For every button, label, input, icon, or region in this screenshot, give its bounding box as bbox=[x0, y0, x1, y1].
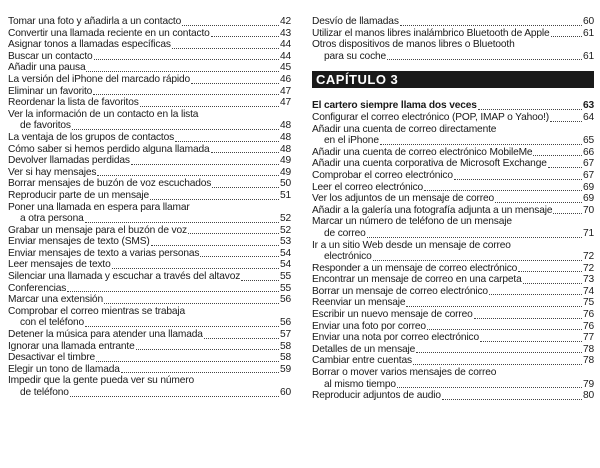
toc-entry-title: Borrar un mensaje de correo electrónico bbox=[312, 285, 488, 297]
toc-leader-dots bbox=[533, 155, 582, 156]
toc-entry bbox=[8, 144, 291, 156]
toc-entry-line bbox=[312, 367, 594, 379]
toc-leader-dots bbox=[397, 387, 582, 388]
toc-entry-line bbox=[312, 112, 594, 124]
toc-entry-line bbox=[312, 216, 594, 228]
toc-entry bbox=[312, 100, 594, 112]
toc-entry bbox=[8, 375, 291, 398]
toc-page-number: 59 bbox=[279, 363, 291, 375]
toc-entry-line bbox=[8, 387, 291, 399]
toc-entry-title: Cómo saber si hemos perdido alguna llamada bbox=[8, 143, 210, 155]
toc-entry-title: Devolver llamadas perdidas bbox=[8, 155, 130, 167]
toc-entry-title: La ventaja de los grupos de contactos bbox=[8, 131, 175, 143]
toc-entry bbox=[8, 132, 291, 144]
toc-entry-line bbox=[8, 248, 291, 260]
toc-leader-dots bbox=[548, 167, 582, 168]
toc-leader-dots bbox=[67, 291, 279, 292]
toc-leader-dots bbox=[121, 372, 279, 373]
toc-entry bbox=[8, 364, 291, 376]
toc-entry bbox=[312, 158, 594, 170]
toc-page-number: 72 bbox=[582, 251, 594, 263]
toc-entry-title: Comprobar el correo mientras se trabaja bbox=[8, 305, 186, 317]
toc-entry-title: de correo bbox=[324, 227, 366, 239]
toc-entry bbox=[8, 236, 291, 248]
toc-page-number: 44 bbox=[279, 39, 291, 51]
toc-leader-dots bbox=[70, 396, 279, 397]
toc-leader-dots bbox=[478, 109, 582, 110]
toc-entry-line bbox=[312, 100, 594, 112]
toc-entry-title: Detener la música para atender una llamada bbox=[8, 329, 203, 341]
toc-leader-dots bbox=[151, 245, 279, 246]
toc-entry-line bbox=[8, 62, 291, 74]
toc-entry-title: Enviar una foto por correo bbox=[312, 320, 426, 332]
toc-leader-dots bbox=[406, 306, 582, 307]
toc-entry-line bbox=[8, 259, 291, 271]
toc-entry-line bbox=[8, 283, 291, 295]
toc-entry-title: Cambiar entre cuentas bbox=[312, 355, 412, 367]
toc-entry-title: La versión del iPhone del marcado rápido bbox=[8, 73, 191, 85]
toc-leader-dots bbox=[480, 341, 582, 342]
toc-entry-title: Desactivar el timbre bbox=[8, 352, 96, 364]
toc-entry-title: Reproducir parte de un mensaje bbox=[8, 189, 150, 201]
toc-page-number: 72 bbox=[582, 262, 594, 274]
toc-leader-dots bbox=[204, 338, 279, 339]
toc-entry-title: Añadir una cuenta corporativa de Microsoft Exchange bbox=[312, 158, 547, 170]
toc-entry-line bbox=[8, 294, 291, 306]
toc-page-number: 61 bbox=[582, 50, 594, 62]
toc-entry-line bbox=[8, 28, 291, 40]
toc-entry bbox=[312, 16, 594, 28]
toc-entry-title: Ver los adjuntos de un mensaje de correo bbox=[312, 193, 495, 205]
toc-entry-line bbox=[8, 236, 291, 248]
toc-page-number: 78 bbox=[582, 343, 594, 355]
toc-entry-line bbox=[312, 228, 594, 240]
toc-entry-line bbox=[312, 135, 594, 147]
toc-entry-line bbox=[312, 263, 594, 275]
toc-entry-line bbox=[312, 240, 594, 252]
toc-page-number: 73 bbox=[582, 274, 594, 286]
toc-page-number: 76 bbox=[582, 309, 594, 321]
toc-entry bbox=[8, 86, 291, 98]
toc-entry-line bbox=[312, 332, 594, 344]
toc-entry-title: Comprobar el correo electrónico bbox=[312, 169, 453, 181]
toc-entry-line bbox=[8, 213, 291, 225]
toc-entry-title: Borrar mensajes de buzón de voz escuchados bbox=[8, 178, 212, 190]
toc-entry-line bbox=[8, 317, 291, 329]
toc-leader-dots bbox=[131, 164, 279, 165]
toc-leader-dots bbox=[416, 352, 582, 353]
toc-entry-title: electrónico bbox=[324, 251, 372, 263]
toc-leader-dots bbox=[523, 283, 582, 284]
toc-page-number: 63 bbox=[582, 100, 594, 112]
toc-entry-line bbox=[312, 147, 594, 159]
toc-entry-line bbox=[8, 364, 291, 376]
toc-entry-line bbox=[8, 86, 291, 98]
toc-leader-dots bbox=[474, 318, 582, 319]
toc-page-number: 79 bbox=[582, 378, 594, 390]
toc-entry bbox=[8, 225, 291, 237]
toc-entry-line bbox=[312, 51, 594, 63]
toc-entry-title: Impedir que la gente pueda ver su número bbox=[8, 375, 194, 387]
toc-page-number: 58 bbox=[279, 340, 291, 352]
toc-entry-line bbox=[8, 16, 291, 28]
toc-entry-title: Configurar el correo electrónico (POP, IMAP o Yahoo!) bbox=[312, 111, 550, 123]
toc-leader-dots bbox=[553, 213, 582, 214]
toc-entry-title: Poner una llamada en espera para llamar bbox=[8, 201, 190, 213]
toc-page-number: 75 bbox=[582, 297, 594, 309]
toc-page-number: 77 bbox=[582, 332, 594, 344]
toc-entry-title: Reenviar un mensaje bbox=[312, 297, 406, 309]
toc-entry bbox=[312, 297, 594, 309]
toc-page-number: 71 bbox=[582, 227, 594, 239]
toc-page-number: 44 bbox=[279, 50, 291, 62]
toc-entry bbox=[8, 294, 291, 306]
toc-entry bbox=[8, 167, 291, 179]
toc-page-number: 49 bbox=[279, 155, 291, 167]
toc-entry bbox=[8, 190, 291, 202]
toc-leader-dots bbox=[380, 144, 582, 145]
toc-entry-title: Tomar una foto y añadirla a un contacto bbox=[8, 16, 182, 27]
toc-page-number: 47 bbox=[279, 97, 291, 109]
toc-leader-dots bbox=[97, 175, 279, 176]
toc-entry-line bbox=[312, 344, 594, 356]
toc-entry-line bbox=[312, 309, 594, 321]
toc-entry bbox=[8, 28, 291, 40]
toc-entry bbox=[8, 109, 291, 132]
toc-leader-dots bbox=[85, 222, 279, 223]
toc-leader-dots bbox=[495, 202, 582, 203]
toc-entry-title: Otros dispositivos de manos libres o Bluetooth bbox=[312, 39, 515, 51]
toc-entry-line bbox=[312, 39, 594, 51]
toc-page-number: 56 bbox=[279, 317, 291, 329]
toc-entry-title: Utilizar el manos libres inalámbrico Bluetooth de Apple bbox=[312, 27, 550, 39]
toc-entry bbox=[8, 39, 291, 51]
toc-entry-line bbox=[312, 182, 594, 194]
toc-page-number: 80 bbox=[582, 390, 594, 402]
toc-entry-title: Elegir un tono de llamada bbox=[8, 363, 120, 375]
toc-entry bbox=[8, 202, 291, 225]
toc-page-number: 74 bbox=[582, 285, 594, 297]
toc-entry-title: a otra persona bbox=[20, 213, 84, 225]
toc-page-number: 52 bbox=[279, 213, 291, 225]
toc-entry bbox=[8, 306, 291, 329]
toc-leader-dots bbox=[150, 199, 279, 200]
toc-entry-title: Eliminar un favorito bbox=[8, 85, 93, 97]
toc-entry bbox=[312, 193, 594, 205]
toc-leader-dots bbox=[454, 179, 582, 180]
toc-entry-line bbox=[8, 190, 291, 202]
toc-entry bbox=[8, 178, 291, 190]
toc-entry-title: Convertir una llamada reciente en un contacto bbox=[8, 27, 210, 39]
toc-entry-line bbox=[8, 109, 291, 121]
toc-entry-title: Ir a un sitio Web desde un mensaje de correo bbox=[312, 239, 511, 251]
toc-entry-line bbox=[8, 341, 291, 353]
toc-page-number: 57 bbox=[279, 329, 291, 341]
toc-entry bbox=[312, 124, 594, 147]
toc-page-number: 56 bbox=[279, 294, 291, 306]
toc-right-top bbox=[312, 16, 594, 62]
toc-leader-dots bbox=[211, 152, 279, 153]
toc-entry bbox=[312, 112, 594, 124]
toc-entry bbox=[312, 182, 594, 194]
toc-entry-title: de teléfono bbox=[20, 387, 69, 398]
toc-leader-dots bbox=[85, 326, 279, 327]
toc-entry-line bbox=[8, 202, 291, 214]
toc-entry-title: Enviar mensajes de texto a varias personas bbox=[8, 247, 200, 259]
toc-page-number: 66 bbox=[582, 146, 594, 158]
toc-entry bbox=[312, 344, 594, 356]
toc-page-number: 45 bbox=[279, 62, 291, 74]
toc-entry-title: Ver si hay mensajes bbox=[8, 166, 97, 178]
toc-page-number: 69 bbox=[582, 193, 594, 205]
toc-entry bbox=[8, 62, 291, 74]
toc-entry bbox=[312, 170, 594, 182]
toc-entry-title: Ignorar una llamada entrante bbox=[8, 340, 135, 352]
toc-entry-line bbox=[312, 205, 594, 217]
toc-entry-title: Marcar una extensión bbox=[8, 294, 103, 306]
toc-page-number: 48 bbox=[279, 120, 291, 132]
toc-entry bbox=[8, 329, 291, 341]
toc-entry-line bbox=[8, 329, 291, 341]
toc-leader-dots bbox=[175, 141, 279, 142]
toc-entry bbox=[312, 205, 594, 217]
toc-entry bbox=[312, 390, 594, 402]
toc-page-number: 78 bbox=[582, 355, 594, 367]
toc-page-number: 54 bbox=[279, 259, 291, 271]
toc-entry-title: Añadir una cuenta de correo directamente bbox=[312, 123, 497, 135]
toc-entry-title: Grabar un mensaje para el buzón de voz bbox=[8, 224, 187, 236]
toc-entry-line bbox=[312, 355, 594, 367]
toc-page-number: 61 bbox=[582, 27, 594, 39]
toc-entry bbox=[8, 352, 291, 364]
toc-entry-line bbox=[8, 39, 291, 51]
toc-entry-line bbox=[8, 306, 291, 318]
toc-page-number: 60 bbox=[279, 387, 291, 398]
toc-right-column bbox=[312, 16, 594, 402]
toc-leader-dots bbox=[367, 237, 582, 238]
toc-left-column bbox=[8, 16, 291, 399]
toc-page-number: 54 bbox=[279, 247, 291, 259]
toc-page-number: 47 bbox=[279, 85, 291, 97]
toc-entry-line bbox=[8, 155, 291, 167]
toc-entry-line bbox=[312, 124, 594, 136]
toc-leader-dots bbox=[400, 25, 582, 26]
toc-entry bbox=[8, 51, 291, 63]
toc-entry bbox=[8, 248, 291, 260]
toc-leader-dots bbox=[188, 233, 279, 234]
toc-entry-title: Marcar un número de teléfono de un mensaje bbox=[312, 216, 512, 228]
toc-entry-line bbox=[312, 170, 594, 182]
toc-entry-title: para su coche bbox=[324, 50, 387, 62]
toc-leader-dots bbox=[86, 71, 278, 72]
toc-entry bbox=[312, 309, 594, 321]
toc-entry bbox=[8, 155, 291, 167]
toc-leader-dots bbox=[551, 36, 582, 37]
toc-entry bbox=[312, 367, 594, 390]
toc-entry-title: Encontrar un mensaje de correo en una carpeta bbox=[312, 274, 522, 286]
toc-right-bottom bbox=[312, 100, 594, 401]
toc-entry-title: Escribir un nuevo mensaje de correo bbox=[312, 309, 473, 321]
toc-page-number: 65 bbox=[582, 135, 594, 147]
toc-entry-title: Conferencias bbox=[8, 282, 67, 294]
toc-leader-dots bbox=[413, 364, 582, 365]
toc-entry-line bbox=[312, 286, 594, 298]
toc-leader-dots bbox=[550, 121, 582, 122]
toc-page-number: 46 bbox=[279, 73, 291, 85]
toc-entry-title: al mismo tiempo bbox=[324, 378, 396, 390]
toc-leader-dots bbox=[172, 48, 279, 49]
toc-leader-dots bbox=[191, 83, 279, 84]
toc-entry-title: Desvío de llamadas bbox=[312, 16, 399, 27]
toc-entry bbox=[8, 259, 291, 271]
toc-leader-dots bbox=[93, 94, 279, 95]
toc-entry-title: Añadir a la galería una fotografía adjunta a un mensaje bbox=[312, 204, 553, 216]
toc-entry-title: Añadir una cuenta de correo electrónico MobileMe bbox=[312, 146, 533, 158]
toc-page-number: 70 bbox=[582, 204, 594, 216]
toc-entry-line bbox=[8, 144, 291, 156]
chapter-heading: CAPÍTULO 3 bbox=[312, 71, 594, 88]
toc-entry-line bbox=[312, 16, 594, 28]
toc-entry-line bbox=[8, 74, 291, 86]
toc-entry-title: Enviar una nota por correo electrónico bbox=[312, 332, 480, 344]
toc-page-number: 55 bbox=[279, 282, 291, 294]
toc-entry-title: de favoritos bbox=[20, 120, 71, 132]
toc-page-number: 42 bbox=[279, 16, 291, 27]
toc-entry-line bbox=[312, 321, 594, 333]
toc-page-number: 43 bbox=[279, 27, 291, 39]
toc-entry-line bbox=[312, 274, 594, 286]
toc-entry bbox=[312, 240, 594, 263]
toc-entry bbox=[8, 271, 291, 283]
toc-entry bbox=[312, 216, 594, 239]
toc-entry-title: Añadir una pausa bbox=[8, 62, 86, 74]
toc-entry-line bbox=[8, 167, 291, 179]
toc-entry-title: en el iPhone bbox=[324, 135, 379, 147]
toc-leader-dots bbox=[427, 329, 582, 330]
toc-entry-title: Responder a un mensaje de correo electrónico bbox=[312, 262, 518, 274]
toc-entry-title: Enviar mensajes de texto (SMS) bbox=[8, 236, 150, 248]
toc-entry-line bbox=[312, 390, 594, 402]
toc-page-number: 50 bbox=[279, 178, 291, 190]
toc-entry-title: Buscar un contacto bbox=[8, 50, 93, 62]
toc-entry-line bbox=[312, 379, 594, 391]
toc-entry-line bbox=[8, 51, 291, 63]
toc-leader-dots bbox=[72, 129, 279, 130]
toc-leader-dots bbox=[112, 268, 279, 269]
toc-entry-title: Leer mensajes de texto bbox=[8, 259, 111, 271]
toc-entry bbox=[312, 321, 594, 333]
toc-entry-line bbox=[312, 297, 594, 309]
toc-entry-title: Reordenar la lista de favoritos bbox=[8, 97, 139, 109]
toc-entry bbox=[312, 28, 594, 40]
toc-entry bbox=[8, 97, 291, 109]
toc-leader-dots bbox=[387, 59, 582, 60]
toc-page-number: 48 bbox=[279, 143, 291, 155]
toc-entry-title: Ver la información de un contacto en la lista bbox=[8, 108, 199, 120]
toc-leader-dots bbox=[212, 187, 279, 188]
toc-entry-line bbox=[8, 271, 291, 283]
toc-entry bbox=[312, 39, 594, 62]
toc-page-number: 52 bbox=[279, 224, 291, 236]
toc-page-number: 55 bbox=[279, 271, 291, 283]
toc-entry-line bbox=[312, 193, 594, 205]
toc-entry-title: Detalles de un mensaje bbox=[312, 343, 416, 355]
toc-entry bbox=[312, 263, 594, 275]
toc-leader-dots bbox=[200, 256, 279, 257]
toc-entry-title: Reproducir adjuntos de audio bbox=[312, 390, 441, 402]
toc-entry-line bbox=[8, 120, 291, 132]
toc-leader-dots bbox=[211, 36, 279, 37]
toc-leader-dots bbox=[489, 294, 582, 295]
toc-page-number: 58 bbox=[279, 352, 291, 364]
toc-entry bbox=[8, 16, 291, 28]
toc-entry-title: Asignar tonos a llamadas específicas bbox=[8, 39, 171, 51]
toc-leader-dots bbox=[182, 25, 279, 26]
toc-page-number: 64 bbox=[582, 111, 594, 123]
toc-page-number: 67 bbox=[582, 169, 594, 181]
toc-page-number: 53 bbox=[279, 236, 291, 248]
toc-page-number: 76 bbox=[582, 320, 594, 332]
toc-page-number: 60 bbox=[582, 16, 594, 27]
toc-entry-title: Borrar o mover varios mensajes de correo bbox=[312, 367, 497, 379]
toc-entry bbox=[8, 283, 291, 295]
toc-page-number: 48 bbox=[279, 131, 291, 143]
toc-entry bbox=[312, 332, 594, 344]
toc-leader-dots bbox=[373, 260, 582, 261]
toc-leader-dots bbox=[136, 349, 279, 350]
toc-leader-dots bbox=[94, 59, 279, 60]
toc-entry-line bbox=[8, 132, 291, 144]
toc-entry-title: con el teléfono bbox=[20, 317, 85, 329]
toc-entry-line bbox=[8, 375, 291, 387]
toc-leader-dots bbox=[96, 361, 279, 362]
toc-entry-line bbox=[8, 97, 291, 109]
toc-entry-line bbox=[8, 352, 291, 364]
toc-entry-line bbox=[8, 225, 291, 237]
toc-leader-dots bbox=[104, 303, 279, 304]
toc-entry-title: El cartero siempre llama dos veces bbox=[312, 100, 477, 112]
toc-entry bbox=[8, 341, 291, 353]
toc-leader-dots bbox=[518, 271, 582, 272]
toc-entry-line bbox=[312, 28, 594, 40]
toc-entry-title: Leer el correo electrónico bbox=[312, 181, 424, 193]
toc-entry bbox=[312, 147, 594, 159]
toc-page-number: 69 bbox=[582, 181, 594, 193]
toc-page-number: 51 bbox=[279, 189, 291, 201]
toc-entry bbox=[312, 286, 594, 298]
toc-leader-dots bbox=[140, 106, 279, 107]
toc-leader-dots bbox=[241, 280, 279, 281]
toc-entry bbox=[312, 355, 594, 367]
toc-page-number: 49 bbox=[279, 166, 291, 178]
toc-entry-title: Silenciar una llamada y escuchar a través del altavoz bbox=[8, 271, 241, 283]
toc-entry-line bbox=[312, 251, 594, 263]
toc-entry bbox=[8, 74, 291, 86]
toc-entry-line bbox=[8, 178, 291, 190]
toc-leader-dots bbox=[424, 190, 582, 191]
toc-page-number: 67 bbox=[582, 158, 594, 170]
toc-entry-line bbox=[312, 158, 594, 170]
toc-entry bbox=[312, 274, 594, 286]
toc-leader-dots bbox=[442, 399, 582, 400]
